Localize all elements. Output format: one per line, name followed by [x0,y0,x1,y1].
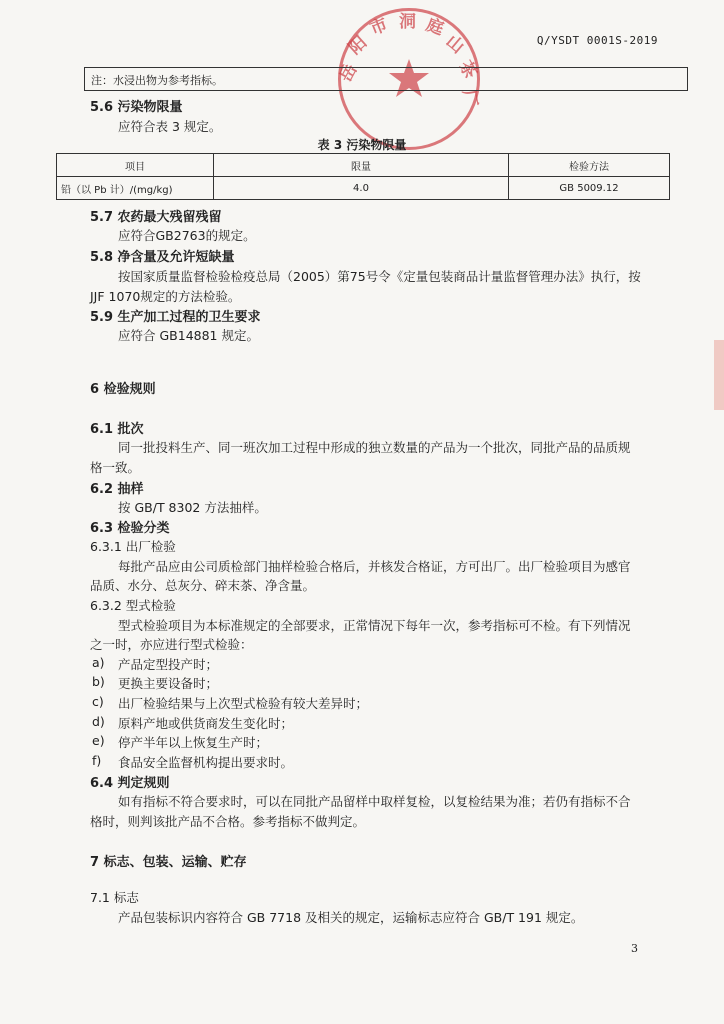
svg-text:茶: 茶 [454,57,481,83]
section-6-3-1-title: 6.3.1 出厂检验 [90,539,176,554]
table-cell: 4.0 [214,177,509,200]
list-item: 食品安全监督机构提出要求时。 [118,755,294,770]
section-7-title: 7 标志、包装、运输、贮存 [90,855,247,870]
list-item: 更换主要设备时； [118,676,219,691]
section-6-2-body: 按 GB/T 8302 方法抽样。 [118,500,267,515]
section-6-4-body-line2: 格时，则判该批产品不合格。参考指标不做判定。 [90,814,366,829]
section-6-title: 6 检验规则 [90,382,156,397]
list-item-label: d) [92,714,105,729]
list-item: 停产半年以上恢复生产时； [118,735,269,750]
section-6-1-title: 6.1 批次 [90,422,144,437]
table-header-cell: 项目 [57,154,214,177]
list-item-label: b) [92,674,105,689]
section-6-4-body-line1: 如有指标不符合要求时，可以在同批产品留样中取样复检，以复检结果为准；若仍有指标不合 [118,794,631,809]
table3-caption: 表 3 污染物限量 [317,138,407,152]
table-cell: 铅（以 Pb 计）/(mg/kg) [57,177,214,200]
note-text: 注：水浸出物为参考指标。 [91,74,223,87]
section-6-3-1-body-line1: 每批产品应由公司质检部门抽样检验合格后，并核发合格证，方可出厂。出厂检验项目为感官 [118,559,631,574]
section-6-3-2-title: 6.3.2 型式检验 [90,598,176,613]
section-6-2-title: 6.2 抽样 [90,482,144,497]
svg-text:庭: 庭 [423,14,447,40]
table-cell: GB 5009.12 [509,177,670,200]
list-item-label: a) [92,655,105,670]
section-5-6-body: 应符合表 3 规定。 [118,119,222,134]
svg-text:阳: 阳 [344,32,371,59]
list-item: 产品定型投产时； [118,657,219,672]
section-6-1-body-line2: 格一致。 [90,460,141,475]
table-header-row [57,154,670,177]
section-5-7-body: 应符合GB2763的规定。 [118,228,256,243]
svg-text:岳: 岳 [335,60,362,86]
note-box [84,67,688,91]
section-5-8-body-line2: JJF 1070规定的方法检验。 [90,289,241,304]
svg-text:洞: 洞 [399,12,416,32]
list-item-label: c) [92,694,104,709]
svg-text:山: 山 [441,31,468,58]
list-item: 出厂检验结果与上次型式检验有较大差异时； [118,696,369,711]
section-7-1-title: 7.1 标志 [90,890,139,905]
page-number: 3 [631,942,638,955]
section-5-9-title: 5.9 生产加工过程的卫生要求 [90,310,261,325]
list-item: 原料产地或供货商发生变化时； [118,716,294,731]
table-header-cell: 检验方法 [509,154,670,177]
section-7-1-body: 产品包装标识内容符合 GB 7718 及相关的规定，运输标志应符合 GB/T 191 规定。 [118,910,584,925]
svg-text:厂: 厂 [458,88,481,109]
section-6-3-2-body-line2: 之一时，亦应进行型式检验： [90,637,253,652]
section-5-8-body-line1: 按国家质量监督检验检疫总局（2005）第75号令《定量包装商品计量监督管理办法》执行，按 [118,269,641,284]
svg-text:市: 市 [367,14,391,40]
table-header-cell: 限量 [214,154,509,177]
section-6-3-title: 6.3 检验分类 [90,521,170,536]
section-5-8-title: 5.8 净含量及允许短缺量 [90,250,235,265]
table-row [57,177,670,200]
list-item-label: f) [92,753,102,768]
section-5-7-title: 5.7 农药最大残留残留 [90,210,222,225]
standard-code: Q/YSDT 0001S-2019 [536,34,658,47]
section-6-4-title: 6.4 判定规则 [90,776,170,791]
section-5-6-title: 5.6 污染物限量 [90,100,183,115]
section-6-3-1-body-line2: 品质、水分、总灰分、碎末茶、净含量。 [90,578,316,593]
list-item-label: e) [92,733,105,748]
table3 [56,153,670,200]
section-6-3-2-body-line1: 型式检验项目为本标准规定的全部要求，正常情况下每年一次，参考指标可不检。有下列情况 [118,618,631,633]
section-6-1-body-line1: 同一批投料生产、同一班次加工过程中形成的独立数量的产品为一个批次，同批产品的品质规 [118,440,631,455]
edge-seal-fragment [714,340,724,410]
section-5-9-body: 应符合 GB14881 规定。 [118,328,259,343]
